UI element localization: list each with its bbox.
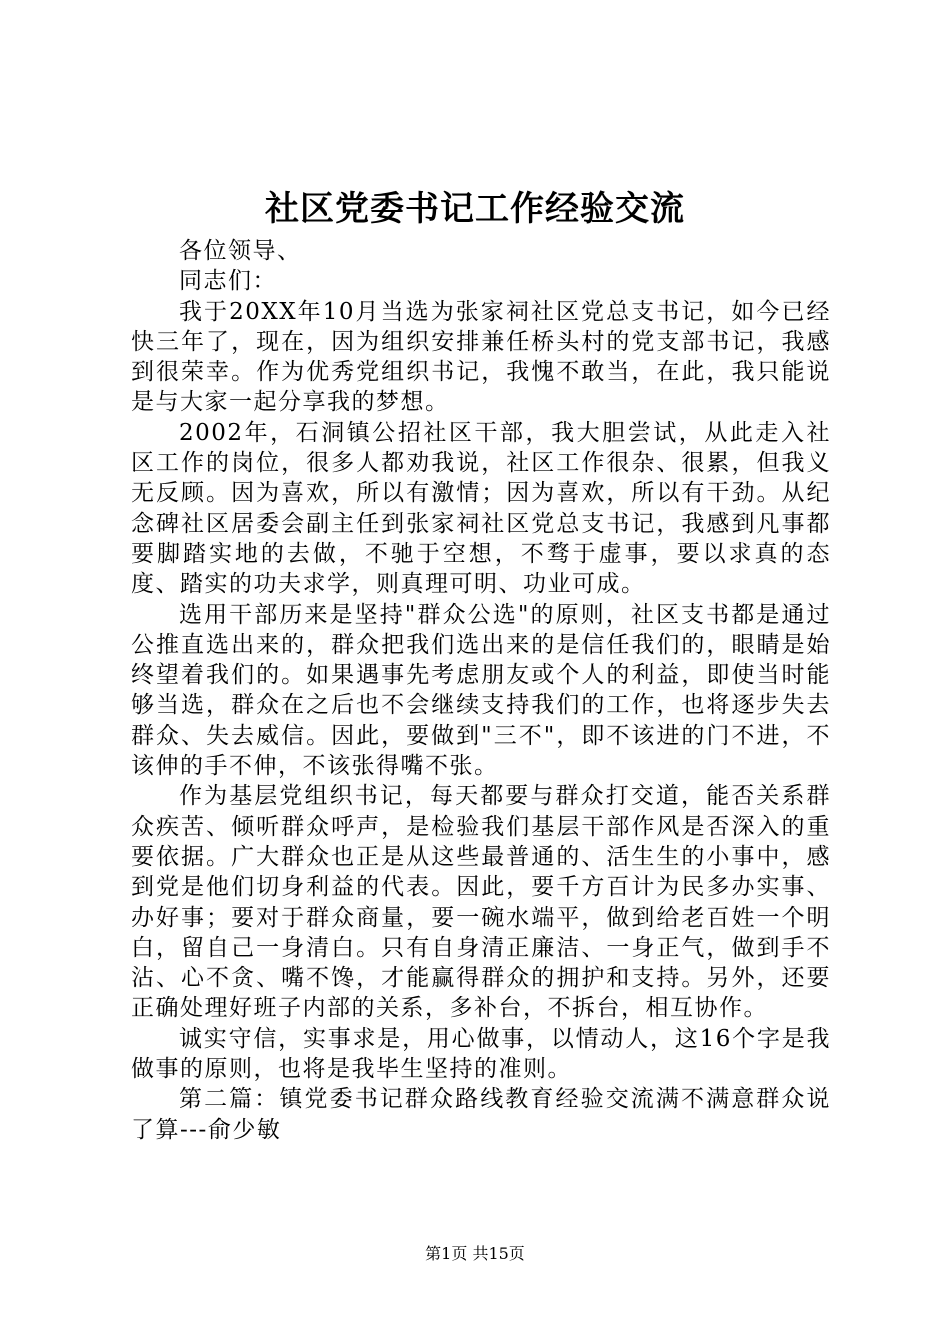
document-body [131, 236, 831, 1145]
paragraph-grassroots: 作为基层党组织书记，每天都要与群众打交道，能否关系群众疾苦、倾听群众呼声，是检验我们基层干部作风是否深入的重要依据。广大群众也正是从这些最普通的、活生生的小事中，感到党是他们切身利益的代表。因此，要千方百计为民多办实事、办好事；要对于群众商量，要一碗水端平，做到给老百姓一个明白，留自己一身清白。只有自身清正廉洁、一身正气，做到手不沾、心不贪、嘴不馋，才能赢得群众的拥护和支持。另外，还要正确处理好班子内部的关系，多补台，不拆台，相互协作。 [131, 783, 831, 1022]
paragraph-second-article: 第二篇：镇党委书记群众路线教育经验交流满不满意群众说了算---俞少敏 [131, 1086, 831, 1143]
paragraph-career: 2002年，石洞镇公招社区干部，我大胆尝试，从此走入社区工作的岗位，很多人都劝我说，社区工作很杂、很累，但我义无反顾。因为喜欢，所以有激情；因为喜欢，所以有干劲。从纪念碑社区居委会副主任到张家祠社区党总支书记，我感到凡事都要脚踏实地的去做，不驰于空想，不骛于虚事，要以求真的态度、踏实的功夫求学，则真理可明、功业可成。 [131, 419, 831, 598]
paragraph-intro: 我于20XX年10月当选为张家祠社区党总支书记，如今已经快三年了，现在，因为组织安排兼任桥头村的党支部书记，我感到很荣幸。作为优秀党组织书记，我愧不敢当，在此，我只能说是与大家一起分享我的梦想。 [131, 298, 831, 416]
paragraph-selection: 选用干部历来是坚持"群众公选"的原则，社区支书都是通过公推直选出来的，群众把我们选出来的是信任我们的，眼睛是始终望着我们的。如果遇事先考虑朋友或个人的利益，即使当时能够当选，群众在之后也不会继续支持我们的工作，也将逐步失去群众、失去威信。因此，要做到"三不"，即不该进的门不进，不该伸的手不伸，不该张得嘴不张。 [131, 601, 831, 780]
page-number-footer: 第1页 共15页 [425, 1244, 525, 1263]
paragraph-principles: 诚实守信，实事求是，用心做事，以情动人，这16个字是我做事的原则，也将是我毕生坚持的准则。 [131, 1025, 831, 1083]
document-title: 社区党委书记工作经验交流 [265, 189, 685, 229]
salutation-line-1: 各位领导、 [179, 238, 302, 264]
salutation-line-2: 同志们： [179, 268, 277, 295]
